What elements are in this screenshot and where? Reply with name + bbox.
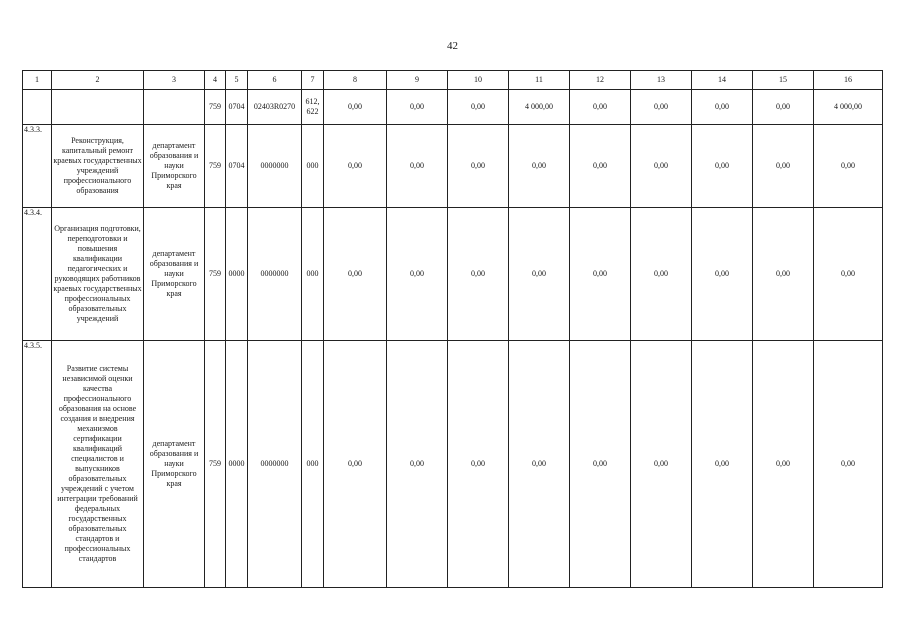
value-cell: 0,00 — [753, 90, 814, 125]
value-cell: 0,00 — [387, 208, 448, 341]
value-cell: 0,00 — [814, 341, 883, 588]
vr-cell — [302, 90, 324, 125]
csr-cell: 02403R0270 — [248, 90, 302, 125]
csr-cell: 0000000 — [248, 341, 302, 588]
value-cell: 0,00 — [753, 341, 814, 588]
column-number-cell: 6 — [248, 71, 302, 90]
value-cell: 0,00 — [570, 125, 631, 208]
value-cell: 0,00 — [692, 90, 753, 125]
vr-cell: 000 — [302, 125, 324, 208]
row-number-cell — [23, 90, 52, 125]
value-cell: 4 000,00 — [814, 90, 883, 125]
vr-cell: 000 — [302, 341, 324, 588]
value-cell: 0,00 — [753, 208, 814, 341]
vr-cell: 000 — [302, 208, 324, 341]
value-cell: 0,00 — [570, 90, 631, 125]
row-executor-cell — [144, 125, 205, 208]
value-cell: 0,00 — [631, 341, 692, 588]
row-executor-cell — [144, 341, 205, 588]
value-cell: 0,00 — [570, 208, 631, 341]
column-number-cell: 5 — [226, 71, 248, 90]
row-name-cell — [52, 125, 144, 208]
column-number-cell: 16 — [814, 71, 883, 90]
value-cell: 0,00 — [387, 125, 448, 208]
column-number-cell: 11 — [509, 71, 570, 90]
value-cell: 0,00 — [509, 341, 570, 588]
value-cell: 0,00 — [631, 90, 692, 125]
value-cell: 0,00 — [387, 90, 448, 125]
row-name-text: Реконструкция, капитальный ремонт краевых государственных учреждений профессионального образования — [53, 136, 142, 195]
grbs-cell: 759 — [205, 90, 226, 125]
value-cell: 0,00 — [692, 341, 753, 588]
row-name-text: Организация подготовки, переподготовки и повышения квалификации педагогических и руководящих работников краевых государственных профессиональных образовательных учреждений — [53, 224, 142, 323]
value-cell: 0,00 — [387, 341, 448, 588]
value-cell: 0,00 — [324, 208, 387, 341]
value-cell: 0,00 — [448, 125, 509, 208]
value-cell: 0,00 — [324, 341, 387, 588]
column-number-cell: 15 — [753, 71, 814, 90]
vr-value: 612, 622 — [305, 97, 320, 116]
table-row — [23, 125, 883, 208]
page-number: 42 — [447, 40, 458, 52]
budget-table — [22, 70, 883, 588]
value-cell: 0,00 — [753, 125, 814, 208]
value-cell: 0,00 — [324, 90, 387, 125]
csr-cell: 0000000 — [248, 208, 302, 341]
column-number-cell: 9 — [387, 71, 448, 90]
column-number-cell: 12 — [570, 71, 631, 90]
value-cell: 0,00 — [448, 208, 509, 341]
rzpr-cell: 0000 — [226, 208, 248, 341]
grbs-cell: 759 — [205, 125, 226, 208]
value-cell: 4 000,00 — [509, 90, 570, 125]
rzpr-cell: 0704 — [226, 90, 248, 125]
grbs-cell: 759 — [205, 341, 226, 588]
rzpr-cell: 0000 — [226, 341, 248, 588]
row-executor-cell — [144, 208, 205, 341]
row-name-cell — [52, 90, 144, 125]
value-cell: 0,00 — [509, 125, 570, 208]
table-row-summary — [23, 90, 883, 125]
column-number-cell: 4 — [205, 71, 226, 90]
column-number-cell: 7 — [302, 71, 324, 90]
row-number-cell: 4.3.3. — [23, 125, 52, 208]
column-number-cell: 2 — [52, 71, 144, 90]
table-row — [23, 341, 883, 588]
row-executor-text: департамент образования и науки Приморского края — [149, 439, 199, 488]
value-cell: 0,00 — [448, 90, 509, 125]
table-row — [23, 208, 883, 341]
column-number-cell: 1 — [23, 71, 52, 90]
value-cell: 0,00 — [692, 125, 753, 208]
value-cell: 0,00 — [509, 208, 570, 341]
row-number-cell: 4.3.4. — [23, 208, 52, 341]
value-cell: 0,00 — [324, 125, 387, 208]
value-cell: 0,00 — [631, 125, 692, 208]
value-cell: 0,00 — [570, 341, 631, 588]
value-cell: 0,00 — [814, 125, 883, 208]
row-executor-text: департамент образования и науки Приморского края — [149, 249, 199, 298]
row-name-cell — [52, 208, 144, 341]
column-number-cell: 3 — [144, 71, 205, 90]
rzpr-cell: 0704 — [226, 125, 248, 208]
value-cell: 0,00 — [692, 208, 753, 341]
value-cell: 0,00 — [448, 341, 509, 588]
column-number-cell: 10 — [448, 71, 509, 90]
column-number-row — [23, 71, 883, 90]
csr-cell: 0000000 — [248, 125, 302, 208]
row-executor-text: департамент образования и науки Приморского края — [149, 141, 199, 190]
column-number-cell: 13 — [631, 71, 692, 90]
column-number-cell: 14 — [692, 71, 753, 90]
value-cell: 0,00 — [814, 208, 883, 341]
row-executor-cell — [144, 90, 205, 125]
grbs-cell: 759 — [205, 208, 226, 341]
column-number-cell: 8 — [324, 71, 387, 90]
row-number-cell: 4.3.5. — [23, 341, 52, 588]
row-name-cell — [52, 341, 144, 588]
row-name-text: Развитие системы независимой оценки качества профессионального образования на основе создания и внедрения механизмов сертификации квалификаций специалистов и выпускников образовательных учреждений с учетом интеграции требований федеральных государственных образовательных стандартов и профессиональных стандартов — [57, 364, 138, 563]
value-cell: 0,00 — [631, 208, 692, 341]
